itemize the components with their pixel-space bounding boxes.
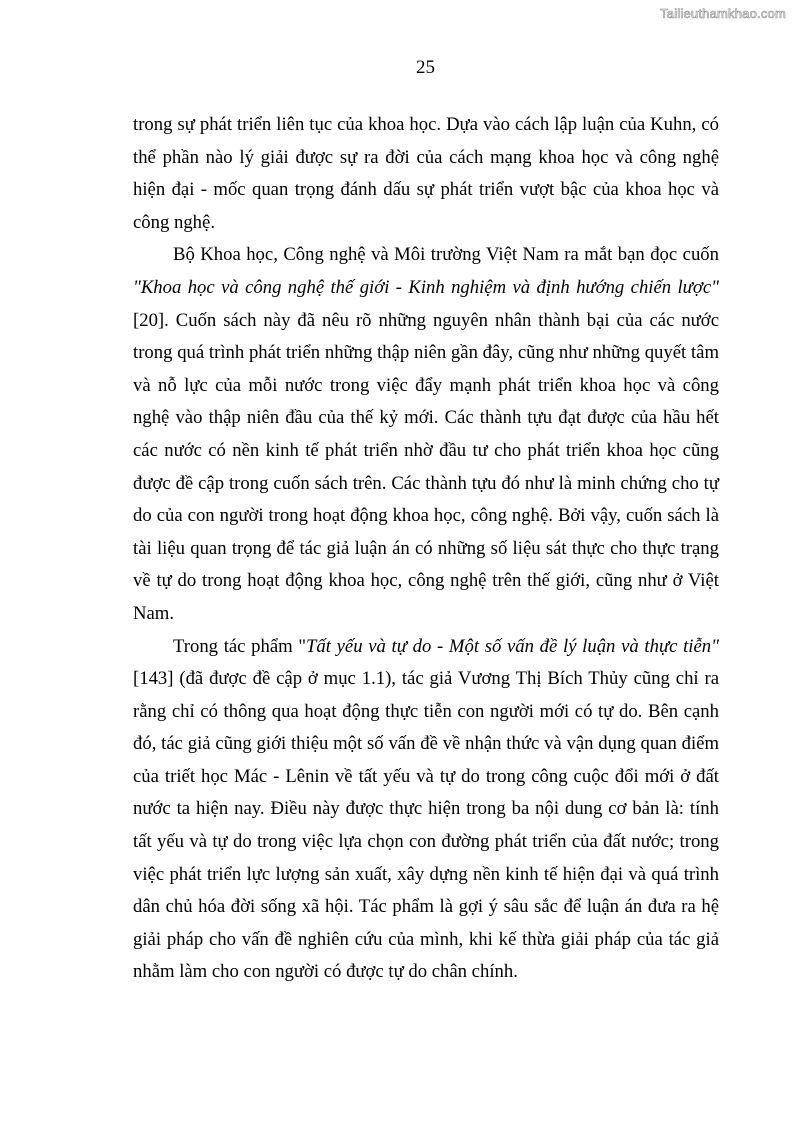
paragraph-3-intro: Trong tác phẩm " xyxy=(173,635,306,657)
paragraph-2-intro: Bộ Khoa học, Công nghệ và Môi trường Việt Nam ra mắt bạn đọc cuốn xyxy=(173,244,719,266)
paragraph-2 xyxy=(133,239,719,630)
page-number: 25 xyxy=(416,57,435,78)
watermark-text: Tailieuthamkhao.com xyxy=(660,6,786,21)
paragraph-2-body: [20]. Cuốn sách này đã nêu rõ những nguyên nhân thành bại của các nước trong quá trình phát triển những thập niên gần đây, cũng như những quyết tâm và nỗ lực của mỗi nước trong việc đẩy mạnh phát triển khoa học và công nghệ vào thập niên đầu của thế kỷ mới. Các thành tựu đạt được của hầu hết các nước có nền kinh tế phát triển nhờ đầu tư cho phát triển khoa học cũng được đề cập trong cuốn sách trên. Các thành tựu đó như là minh chứng cho tự do của con người trong hoạt động khoa học, công nghệ. Bởi vậy, cuốn sách là tài liệu quan trọng để tác giả luận án có những số liệu sát thực cho thực trạng về tự do trong hoạt động khoa học, công nghệ trên thế giới, cũng như ở Việt Nam. xyxy=(133,309,719,624)
book-title-tat-yeu: Tất yếu và tự do - Một số vấn đề lý luận và thực tiễn" xyxy=(306,635,719,657)
paragraph-1 xyxy=(133,109,719,239)
document-body xyxy=(133,109,719,989)
paragraph-1-text: trong sự phát triển liên tục của khoa học. Dựa vào cách lập luận của Kuhn, có thể phần nào lý giải được sự ra đời của cách mạng khoa học và công nghệ hiện đại - mốc quan trọng đánh dấu sự phát triển vượt bậc của khoa học và công nghệ. xyxy=(133,114,719,233)
book-title-khoa-hoc: "Khoa học và công nghệ thế giới - Kinh nghiệm và định hướng chiến lược" xyxy=(133,276,719,298)
paragraph-3-body: [143] (đã được đề cập ở mục 1.1), tác giả Vương Thị Bích Thủy cũng chỉ ra rằng chỉ có thông qua hoạt động thực tiễn con người mới có tự do. Bên cạnh đó, tác giả cũng giới thiệu một số vấn đề về nhận thức và vận dụng quan điểm của triết học Mác - Lênin về tất yếu và tự do trong công cuộc đổi mới ở đất nước ta hiện nay. Điều này được thực hiện trong ba nội dung cơ bản là: tính tất yếu và tự do trong việc lựa chọn con đường phát triển của đất nước; trong việc phát triển lực lượng sản xuất, xây dựng nền kinh tế hiện đại và quá trình dân chủ hóa đời sống xã hội. Tác phẩm là gợi ý sâu sắc để luận án đưa ra hệ giải pháp cho vấn đề nghiên cứu của mình, khi kế thừa giải pháp của tác giả nhằm làm cho con người có được tự do chân chính. xyxy=(133,668,719,983)
paragraph-3 xyxy=(133,631,719,990)
